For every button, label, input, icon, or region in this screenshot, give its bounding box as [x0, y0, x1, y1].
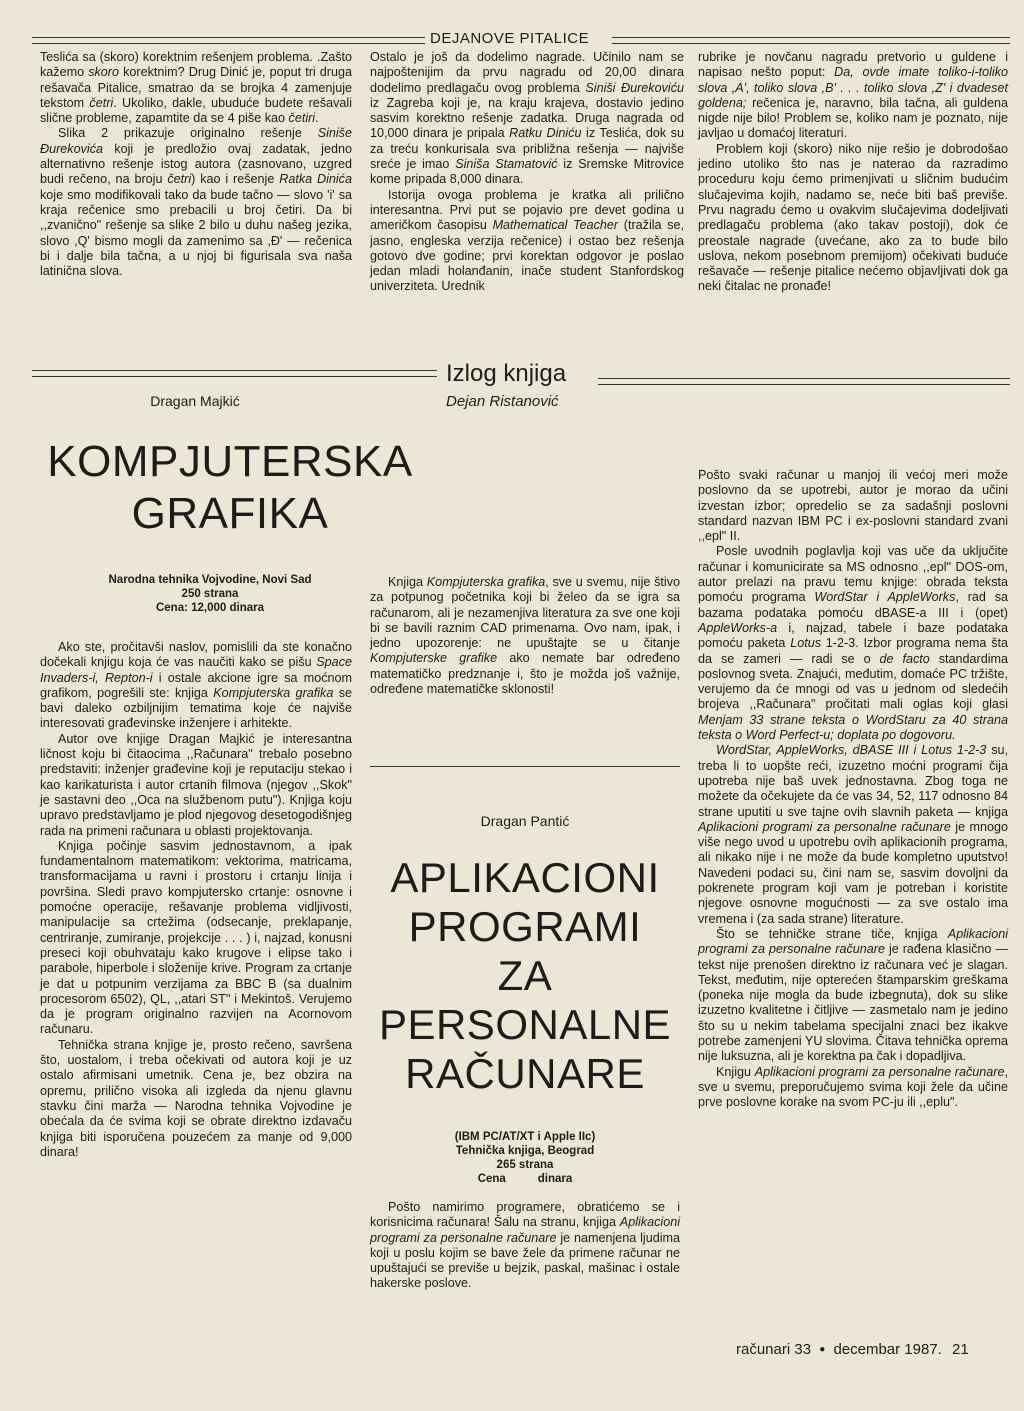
- book2-title-line: APLIKACIONI: [390, 854, 660, 901]
- book1-info: [40, 573, 380, 615]
- header-rule-right: [612, 37, 1010, 44]
- book1-pages: 250 strana: [181, 588, 239, 600]
- footer-page-number: 21: [952, 1341, 969, 1358]
- book1-paragraph: Knjiga Kompjuterska grafika, sve u svemu, nije štivo za potpunog početnika koji bi želeo da se igra sa računarom, ali je nezamenjiva literatura za sve one koji bi se bavili raznim CAD primenama. Ovo nam, ipak, i jedno upozorenje: ne upuštajte se u čitanje Kompjuterske grafike ako nemate bar određeno matematičko predznanje i, što je možda još važnije, određene matematičke sklonosti!: [370, 575, 681, 697]
- book1-column-1: [40, 640, 352, 1160]
- header-rule-left: [32, 37, 425, 44]
- book2-title-line: PROGRAMI: [408, 903, 642, 950]
- book1-title: [20, 436, 440, 540]
- book2-pages: 265 strana: [496, 1159, 554, 1171]
- book2-price: Cena dinara: [477, 1173, 573, 1185]
- book1-title-line: KOMPJUTERSKA: [47, 437, 413, 486]
- book2-title-line: RAČUNARE: [405, 1050, 645, 1097]
- book2-paragraph: Posle uvodnih poglavlja koji vas uče da uključite računar i komunicirate sa MS odnosno ,,epl" DOS-om, autor prelazi na pravu temu knjige: obrada teksta pomoću programa WordStar i AppleWorks, rad sa bazama podataka pomoću dBASE-a III i (opet) AppleWorks-a i, najzad, tabele i baze podataka pomoću paketa Lotus 1-2-3. Izbor programa nema šta da se zameri — radi se o de facto standardima poslovnog sveta. Znajući, međutim, domaće PC tržište, verujemo da će mnogi od vas u jednom od sledećih brojeva ,,Računara" pročitati mali oglas koji glasi Menjam 33 strane teksta o WordStaru za 40 strana teksta o Word Perfect-u; doplata po dogovoru.: [698, 544, 1009, 743]
- izlog-rule-right: [598, 378, 1010, 385]
- book1-paragraph: Knjiga počinje sasvim jednostavnom, a ipak fundamentalnom matematikom: vektorima, matricama, transformacijama u ravni i prostoru i crtanju linija i površina. Sledi pravo kompjutersko crtanje: osnovne i pomoćne operacije, rešavanje problema vidljivosti, manipulacije sa crtežima (odsecanje, preklapanje, centriranje, zumiranje, projekcije . . . ) i, najzad, konusni preseci koji obuhvataju kako krugove i elipse tako i parabole, hiperbole i složenije krive. Program za crtanje je dat u potpunim verzijama za BBC B (sa dualnim procesorom 6502), QL, ,,atari ST" i Mekintoš. Verujemo da je program originalno razvijen na Acornovom računaru.: [40, 838, 352, 1037]
- book1-paragraph: Autor ove knjige Dragan Majkić je interesantna ličnost koju bi čitaocima ,,Računara" trebalo posebno predstaviti: inženjer građevine koji je reputaciju stekao i kao karikaturista i autor crtanih filmova (njegov ,,Skok" je sastavni deo ,,Oca na službenom putu"). Knjiga koju upravo predstavljamo je plod njegovog desetogodišnjeg rada na primeni računara u oblasti projektovanja.: [40, 731, 352, 838]
- book2-column-3: [698, 468, 1008, 1110]
- book1-author: Dragan Majkić: [150, 393, 240, 409]
- book2-platform: (IBM PC/AT/XT i Apple IIc): [454, 1131, 596, 1143]
- book1-paragraph: Ako ste, pročitavši naslov, pomislili da ste konačno dočekali knjigu koja će vas naučiti kako se pišu Space Invaders-i, Repton-i i ostale akcione igre sa moćnom grafikom, pogrešili ste: knjiga Kompjuterska grafika se bavi daleko ozbiljnijim tematima koje će najviše interesovati građevinske inženjere i arhitekte.: [40, 640, 353, 731]
- book2-author: Dragan Pantić: [480, 813, 570, 829]
- pitalice-column-3: [698, 50, 1008, 295]
- book2-paragraph: WordStar, AppleWorks, dBASE III i Lotus 1-2-3 su, treba li to uopšte reći, izuzetno moćni programi čija upotreba nije baš uvek jednostavna. Zbog toga ne možete da očekujete da će vas 34, 52, 117 odnosno 84 strane uputiti u sve tajne ovih slavnih paketa — knjiga Aplikacioni programi za personalne računare je mnogo više nego uvod u upotrebu ovih aplikacionih programa, ali nikako nije i ne može da bude kompletno uputstvo! Navedeni podaci su, čini nam se, sasvim dovoljni da pokrenete program koji vam je potreban i koristite njegove osnovne mogućnosti — za sve ostalo ima vremena i (za sada strane) literature.: [698, 743, 1008, 926]
- pitalice-paragraph: Teslića sa (skoro) korektnim rešenjem problema. .Zašto kažemo skoro korektnim? Drug Dinić je, poput tri druga rešavača Pitalice, smatrao da se brojka 4 zamenjuje tekstom četri. Ukoliko, dakle, ubuduće budete rešavali slične probleme, zapamtite da se 4 piše kao četiri.: [40, 50, 352, 126]
- book2-info: [370, 1130, 680, 1186]
- book1-paragraph: Tehnička strana knjige je, prosto rečeno, savršena što, uostalom, i treba očekivati od autora koji je uz ostalo afirmisani umetnik. Cena je, bez obzira na opremu, prilično visoka ali izgleda da njenu glavnu stavku čini marža — Narodna tehnika Vojvodine je obećala da će svima koji se obrate direktno izdavaču knjiga biti isporučena pouzećem za manje od 9,000 dinara!: [40, 1037, 352, 1159]
- book2-paragraph: Pošto namirimo programere, obratićemo se i korisnicima računara! Šalu na stranu, knjiga Aplikacioni programi za personalne računare je namenjena ljudima koji u poslu kojim se bave žele da primene računar ne upuštajući se previše u bejzik, paskal, mašinac i ostale hakerske poslove.: [370, 1200, 680, 1291]
- pitalice-paragraph: Istorija ovoga problema je kratka ali prilično interesantna. Prvi put se pojavio pre devet godina u američkom časopisu Mathematical Teacher (tražila se, jasno, engleska verzija rečenice) i ostao bez rešenja gotovo dve godine; prvi korektan odgovor je poslao jedan mladi holanđanin, inače student Stanfordskog univerziteta. Urednik: [370, 187, 684, 294]
- pitalice-paragraph: rubrike je novčanu nagradu pretvorio u guldene i napisao nešto poput: Da, ovde imate toliko-i-toliko slova ,A', toliko slova ,B' . . . toliko slova ,Z' i dvadeset goldena; rečenica je, naravno, bila tačna, ali guldena nigde nije bilo! Problem se, koliko nam je poznato, nije javljao u domaćoj literaturi.: [698, 50, 1008, 141]
- book1-title-line: GRAFIKA: [131, 489, 329, 538]
- pitalice-paragraph: Slika 2 prikazuje originalno rešenje Siniše Đurekovića koji je predložio ovaj zadatak, jedno alternativno rešenje istog autora (zasnovano, uzgred budi rečeno, na broju četri) kao i rešenje Ratka Dinića koje smo modifikovali tako da bude tačno — slovo 'i' sa kraja rečenice smo prebacili u broj četiri. Da bi ,,zvanično" rešenje sa slike 2 bilo u duhu našeg jezika, slovo ,Q' bismo mogli da zamenimo sa ,Đ' — rečenica bi i dalje bila tačna, a u njoj bi figurisala sva naša latinična slova.: [40, 126, 352, 279]
- book2-publisher: Tehnička knjiga, Beograd: [455, 1145, 595, 1157]
- book2-title: [360, 853, 690, 1098]
- page-footer: [736, 1341, 969, 1358]
- footer-magazine: računari 33: [736, 1341, 812, 1358]
- izlog-title: Izlog knjiga: [446, 360, 567, 387]
- book2-column-2: [370, 1200, 680, 1292]
- book2-paragraph: Što se tehničke strane tiče, knjiga Aplikacioni programi za personalne računare je rađena klasično — tekst nije prenošen direktno iz računara već je slagan. Tekst, međutim, nije opterećen štamparskim greškama (poneka nije mogla da bude izbegnuta), dok su slike izuzetno kvalitetne i čitljive — zasmetalo nam je jedino što su u nekim tabelama specijalni znaci bez ikakve potrebe zamenjeni YU slovima. Čitava tehnička oprema nije luksuzna, ali je korektna pa čak i dopadljiva.: [698, 926, 1009, 1064]
- book1-publisher: Narodna tehnika Vojvodine, Novi Sad: [108, 574, 312, 586]
- section-title: DEJANOVE PITALICE: [430, 30, 590, 47]
- column-divider: [370, 766, 680, 767]
- izlog-author: Dejan Ristanović: [446, 393, 559, 410]
- pitalice-paragraph: Ostalo je još da dodelimo nagrade. Učinilo nam se najpoštenijim da prvu nagradu od 20,00 dinara dodelimo predlagaču ovog problema Siniši Đurekoviću iz Zagreba koji je, na kraju krajeva, dostavio jedino sasvim korektno rešenje zadatka. Druga nagrada od 10,000 dinara je pripala Ratku Diniću iz Teslića, dok su za treću konkurisala sva približna rešenja — najviše sreće je imao Siniša Stamatović iz Sremske Mitrovice kome pripada 8,000 dinara.: [370, 50, 684, 187]
- footer-bullet-icon: ●: [819, 1344, 826, 1355]
- book2-title-line: PERSONALNE: [378, 1001, 672, 1048]
- book2-paragraph: Knjigu Aplikacioni programi za personalne računare, sve u svemu, preporučujemo svima koji žele da učine prve poslovne korake na svom PC-ju ili ,,eplu".: [698, 1064, 1008, 1110]
- book2-paragraph: Pošto svaki računar u manjoj ili većoj meri može poslovno da se upotrebi, autor je morao da učini izvestan izbor; opredelio se za sadašnji poslovni standard nazvan IBM PC i ex-poslovni standard zvani ,,epl" II.: [698, 468, 1008, 544]
- book1-column-2: [370, 575, 680, 697]
- book2-title-line: ZA: [497, 952, 553, 999]
- book1-price: Cena: 12,000 dinara: [155, 602, 265, 614]
- izlog-rule-left: [32, 370, 437, 377]
- footer-date: decembar 1987.: [833, 1341, 942, 1358]
- pitalice-column-1: [40, 50, 352, 279]
- pitalice-column-2: [370, 50, 684, 295]
- pitalice-paragraph: Problem koji (skoro) niko nije rešio je dobrodošao jedino utoliko što nas je naterao da razradimo proceduru koju ćemo primenjivati u sličnim budućim slučajevima kojih, nadamo se, neće biti baš previše. Prvu nagradu ćemo u ovakvim slučajevima dodeljivati predlagaču problema (ako takav postoji), dok će preostale nagrade (uvećane, ako za to bude bilo uslova, nekom posebnom premijom) očekivati buduće rešavače — rešenje pitalice nećemo objavljivati dok ga neki čitalac ne pronađe!: [698, 141, 1008, 294]
